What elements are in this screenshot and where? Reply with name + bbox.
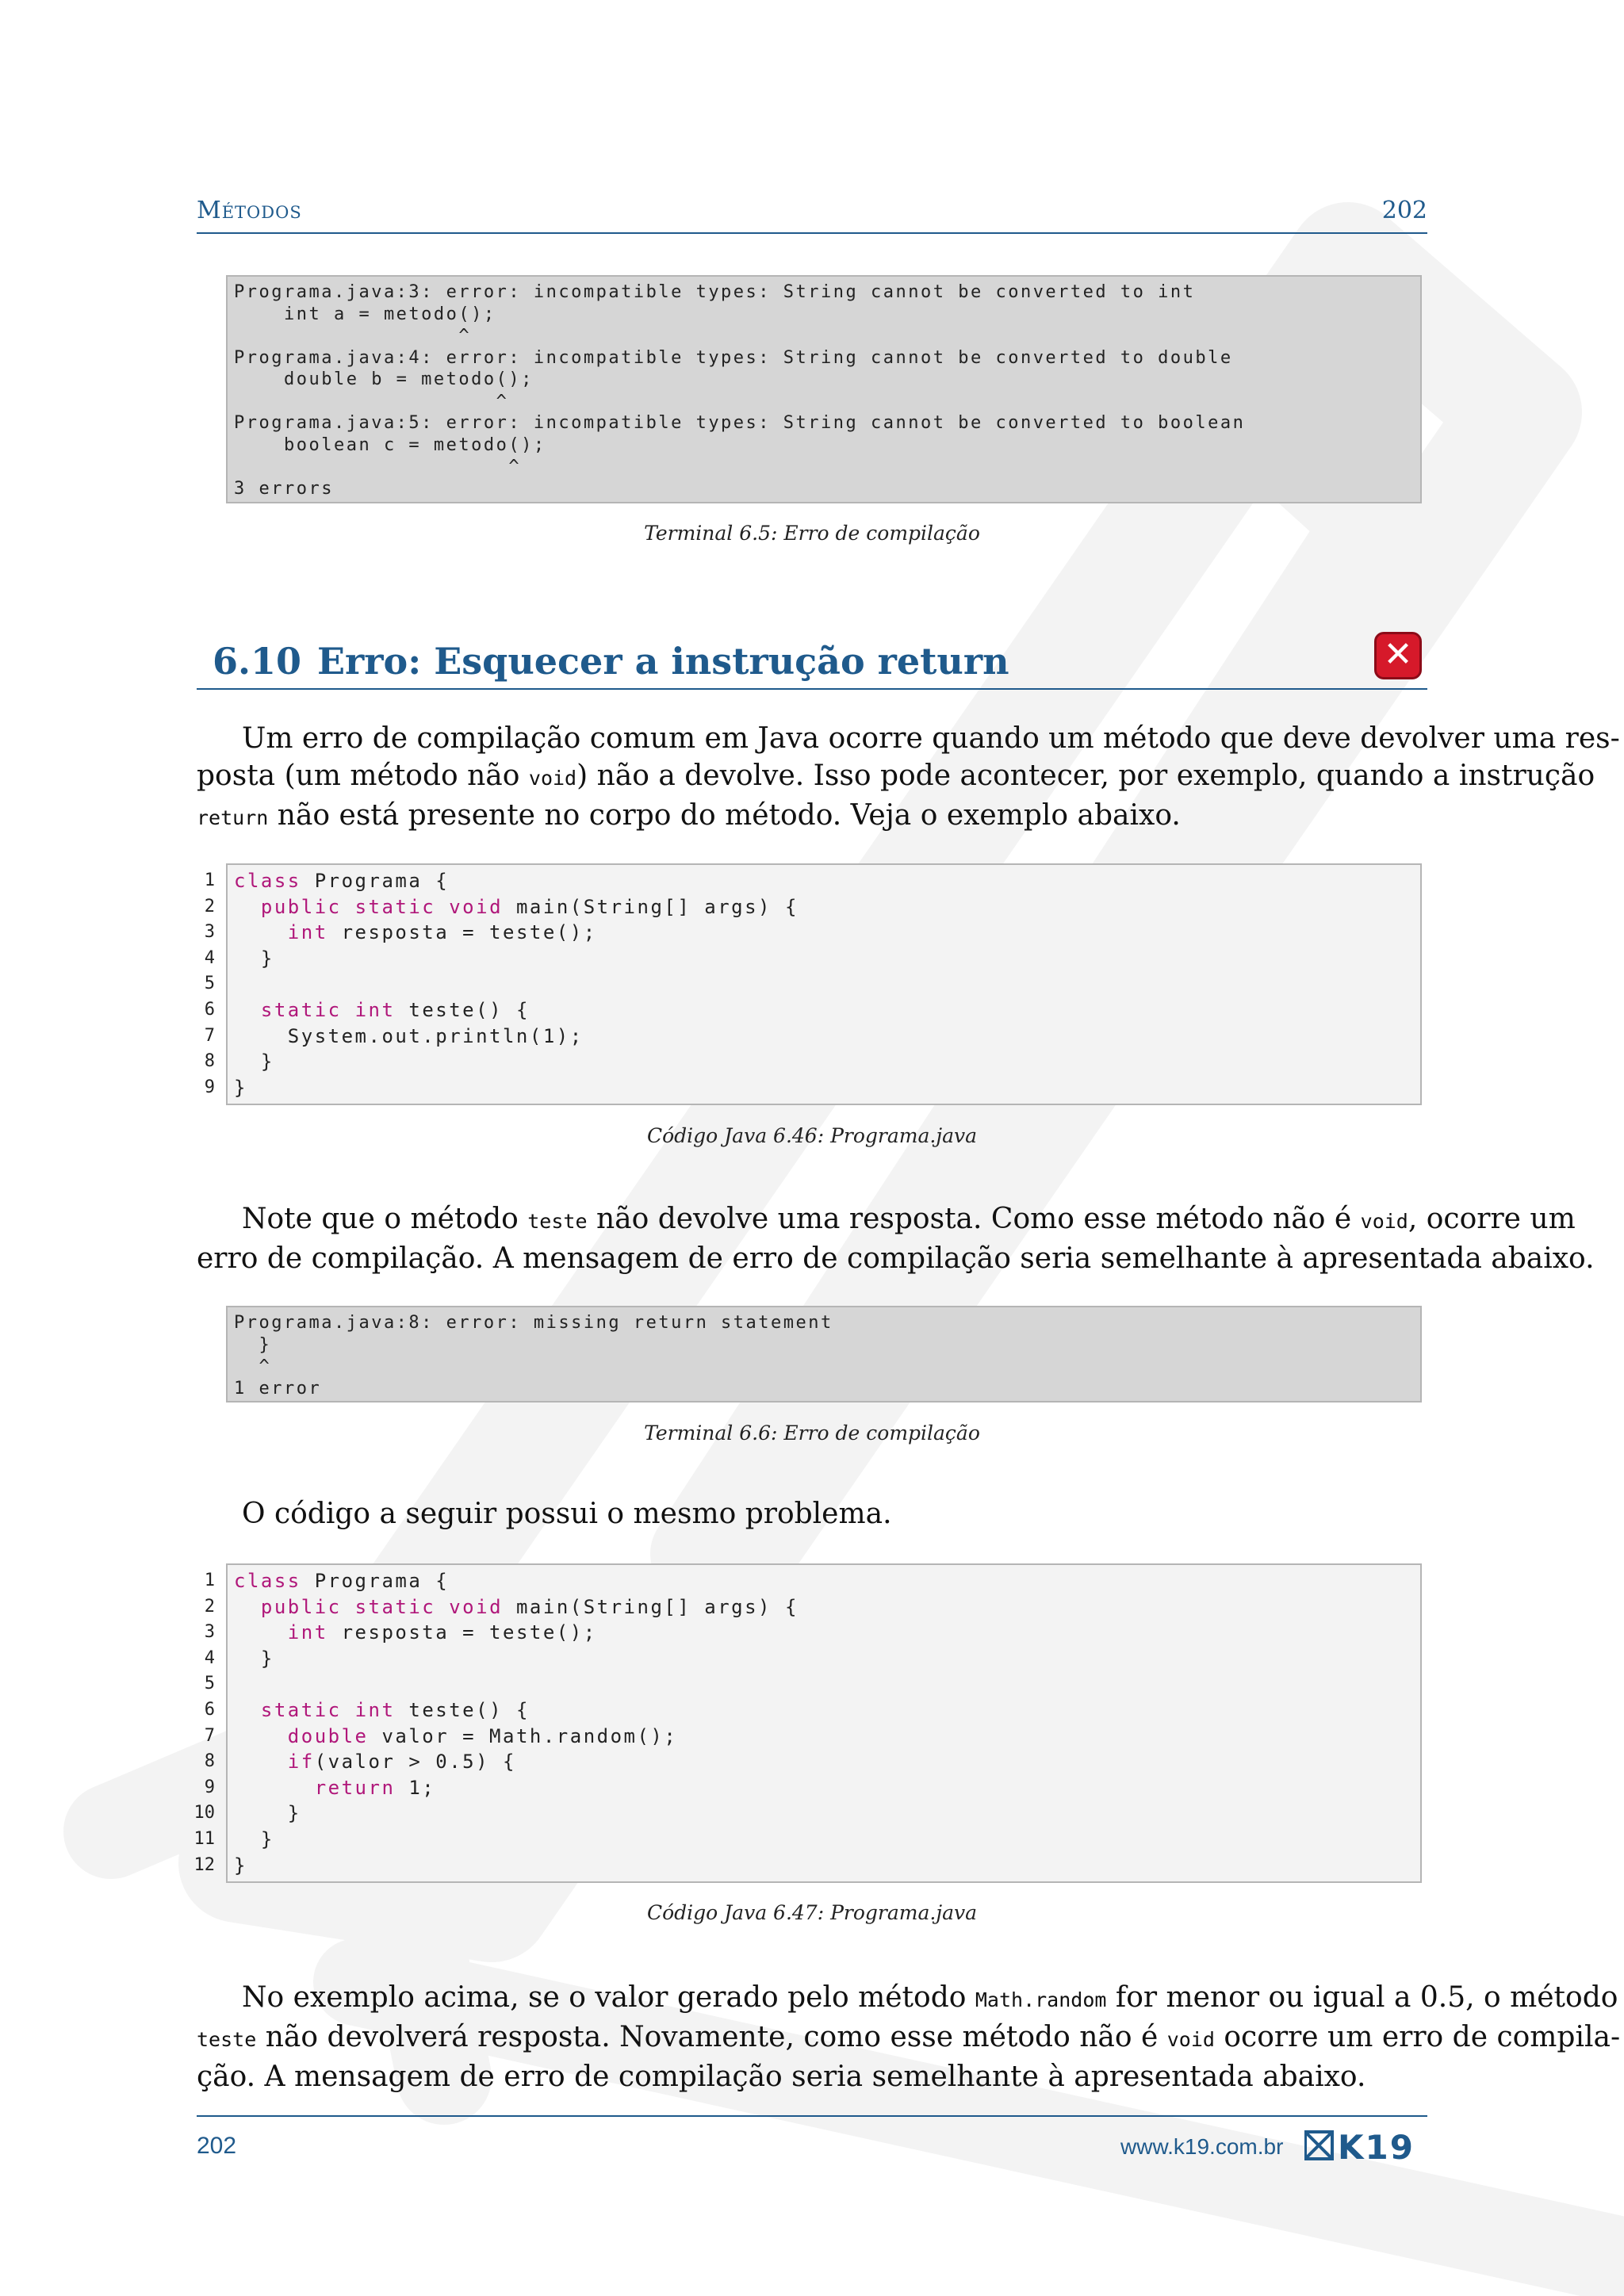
inline-code: Math.random — [975, 1988, 1107, 2011]
line-number: 5 — [204, 1674, 215, 1694]
code-line: 4 } — [234, 946, 1414, 972]
line-number: 3 — [204, 1622, 215, 1643]
terminal-caption: Terminal 6.6: Erro de compilação — [644, 1422, 980, 1445]
code-line: 1 class Programa { — [234, 1568, 1414, 1594]
code-line: 8 } — [234, 1049, 1414, 1075]
inline-code: void — [1360, 1210, 1408, 1233]
line-number: 11 — [193, 1828, 215, 1849]
text-run: for menor ou igual a 0.5, o método — [1106, 1981, 1618, 2014]
code-line: 3 int resposta = teste(); — [234, 1620, 1414, 1646]
code-keyword: class — [234, 1570, 301, 1592]
header-rule — [197, 232, 1427, 234]
line-number: 9 — [204, 1777, 215, 1797]
code-line: 9 } — [234, 1075, 1414, 1101]
text-run: não devolverá resposta. Novamente, como esse método não é — [256, 2021, 1167, 2053]
paragraph-line — [197, 1200, 1576, 1240]
line-number: 7 — [204, 1725, 215, 1746]
terminal-line: 1 error — [234, 1378, 322, 1399]
code-line: 1 class Programa { — [234, 868, 1414, 894]
code-keyword: int — [354, 998, 396, 1021]
code-keyword: static — [260, 998, 342, 1021]
code-line: 9 return 1; — [234, 1775, 1414, 1801]
code-line — [204, 1671, 1414, 1697]
text-run: ) não a devolve. Isso pode acontecer, por exemplo, quando a instrução — [576, 760, 1595, 792]
terminal-line: boolean c = metodo(); — [234, 434, 546, 455]
terminal-line: int a = metodo(); — [234, 304, 496, 324]
code-line: 7 double valor = Math.random(); — [234, 1724, 1414, 1750]
text-run: não devolve uma resposta. Como esse método não é — [587, 1203, 1361, 1235]
code-caption: Código Java 6.46: Programa.java — [646, 1124, 978, 1147]
code-keyword: static — [260, 1698, 342, 1721]
paragraph-line — [197, 797, 1427, 836]
inline-code: void — [528, 767, 577, 790]
section-rule — [197, 688, 1427, 690]
code-keyword: return — [314, 1776, 396, 1799]
error-x-icon: ✕ — [1374, 632, 1422, 679]
line-number: 8 — [204, 1751, 215, 1772]
terminal-line: ^ — [234, 457, 522, 476]
code-keyword: if — [287, 1751, 315, 1774]
code-line: 2 public static void main(String[] args) { — [234, 1594, 1414, 1621]
code-keyword: int — [354, 1698, 396, 1721]
running-header-page-number: 202 — [1381, 197, 1427, 224]
code-line: 11 } — [234, 1827, 1414, 1853]
code-line: 3 int resposta = teste(); — [234, 920, 1414, 946]
line-number: 1 — [204, 871, 215, 890]
code-keyword: void — [449, 1595, 504, 1618]
terminal-output-box — [226, 1306, 1422, 1402]
code-line: 10 } — [234, 1800, 1414, 1827]
k19-logo — [1304, 2130, 1427, 2161]
terminal-line: ^ — [234, 326, 472, 346]
code-keyword: public — [260, 895, 342, 918]
inline-code: return — [197, 806, 269, 829]
logo-text: K19 — [1338, 2130, 1415, 2161]
code-keyword: void — [449, 895, 504, 918]
paragraph-line — [197, 757, 1595, 797]
text-run: Note que o método — [242, 1203, 528, 1235]
line-number: 10 — [193, 1803, 215, 1823]
line-number: 2 — [204, 1596, 215, 1617]
code-keyword: public — [260, 1595, 342, 1618]
paragraph-line — [197, 2019, 1621, 2058]
terminal-line: ^ — [234, 391, 509, 411]
footer-page-number: 202 — [197, 2133, 237, 2159]
code-keyword: int — [287, 1621, 328, 1644]
terminal-line: Programa.java:5: error: incompatible types: String cannot be converted to boolean — [234, 413, 1246, 433]
line-number: 7 — [204, 1025, 215, 1046]
paragraph-line: Um erro de compilação comum em Java ocorre quando um método que deve devolver uma res- — [242, 722, 1620, 755]
line-number: 8 — [204, 1051, 215, 1072]
text-run: não está presente no corpo do método. Veja o exemplo abaixo. — [268, 799, 1181, 832]
section-title: Erro: Esquecer a instrução return — [317, 640, 1009, 683]
text-run: posta (um método não — [197, 760, 529, 792]
section-number: 6.10 — [213, 640, 302, 683]
paragraph — [197, 1979, 1621, 2095]
code-keyword: int — [287, 921, 328, 944]
line-number: 6 — [204, 999, 215, 1020]
code-line: 4 } — [234, 1646, 1414, 1672]
terminal-line: 3 errors — [234, 478, 334, 499]
line-number: 12 — [193, 1854, 215, 1875]
footer-rule — [197, 2115, 1427, 2117]
line-number: 2 — [204, 896, 215, 916]
footer-website-link[interactable]: www.k19.com.br — [1120, 2134, 1284, 2159]
terminal-line: Programa.java:3: error: incompatible types: String cannot be converted to int — [234, 282, 1196, 302]
paragraph-line: erro de compilação. A mensagem de erro de compilação seria semelhante à apresentada abaixo. — [197, 1242, 1595, 1275]
paragraph — [197, 720, 1620, 836]
inline-code: void — [1166, 2028, 1215, 2051]
code-keyword: static — [354, 1595, 436, 1618]
line-number: 9 — [204, 1077, 215, 1097]
line-number: 1 — [204, 1571, 215, 1590]
text-run: , ocorre um — [1408, 1203, 1576, 1235]
code-keyword: class — [234, 870, 301, 892]
text-run: No exemplo acima, se o valor gerado pelo método — [242, 1981, 975, 2014]
code-listing-box — [204, 863, 1422, 1105]
inline-code: teste — [527, 1210, 588, 1233]
running-header-title: Métodos — [197, 197, 302, 224]
inline-code: teste — [197, 2028, 257, 2051]
terminal-caption: Terminal 6.5: Erro de compilação — [644, 522, 980, 545]
line-number: 4 — [204, 947, 215, 968]
code-line: 8 if(valor > 0.5) { — [234, 1749, 1414, 1775]
terminal-line: Programa.java:8: error: missing return statement — [234, 1313, 833, 1333]
code-line — [204, 971, 1414, 997]
terminal-output-box — [226, 275, 1422, 503]
code-line: 6 static int teste() { — [234, 1697, 1414, 1724]
code-keyword: double — [287, 1724, 369, 1747]
line-number: 3 — [204, 922, 215, 943]
code-line: 7 System.out.println(1); — [234, 1024, 1414, 1050]
text-run: ocorre um erro de compila- — [1214, 2021, 1621, 2053]
terminal-line: } — [234, 1334, 272, 1355]
line-number: 4 — [204, 1647, 215, 1668]
code-line: 12 } — [234, 1853, 1414, 1879]
code-caption: Código Java 6.47: Programa.java — [646, 1901, 978, 1924]
paragraph-line: ção. A mensagem de erro de compilação seria semelhante à apresentada abaixo. — [197, 2061, 1366, 2093]
paragraph — [197, 1200, 1595, 1277]
paragraph-line — [197, 1979, 1618, 2019]
line-number: 6 — [204, 1699, 215, 1720]
terminal-line: ^ — [234, 1357, 272, 1376]
code-listing-box — [193, 1563, 1422, 1883]
paragraph — [197, 1495, 1427, 1533]
line-number: 5 — [204, 974, 215, 994]
terminal-line: double b = metodo(); — [234, 369, 534, 389]
paragraph-line: O código a seguir possui o mesmo problema. — [242, 1498, 892, 1530]
terminal-line: Programa.java:4: error: incompatible types: String cannot be converted to double — [234, 347, 1233, 368]
code-line: 2 public static void main(String[] args) { — [234, 894, 1414, 920]
code-line: 6 static int teste() { — [234, 997, 1414, 1024]
code-keyword: static — [354, 895, 436, 918]
